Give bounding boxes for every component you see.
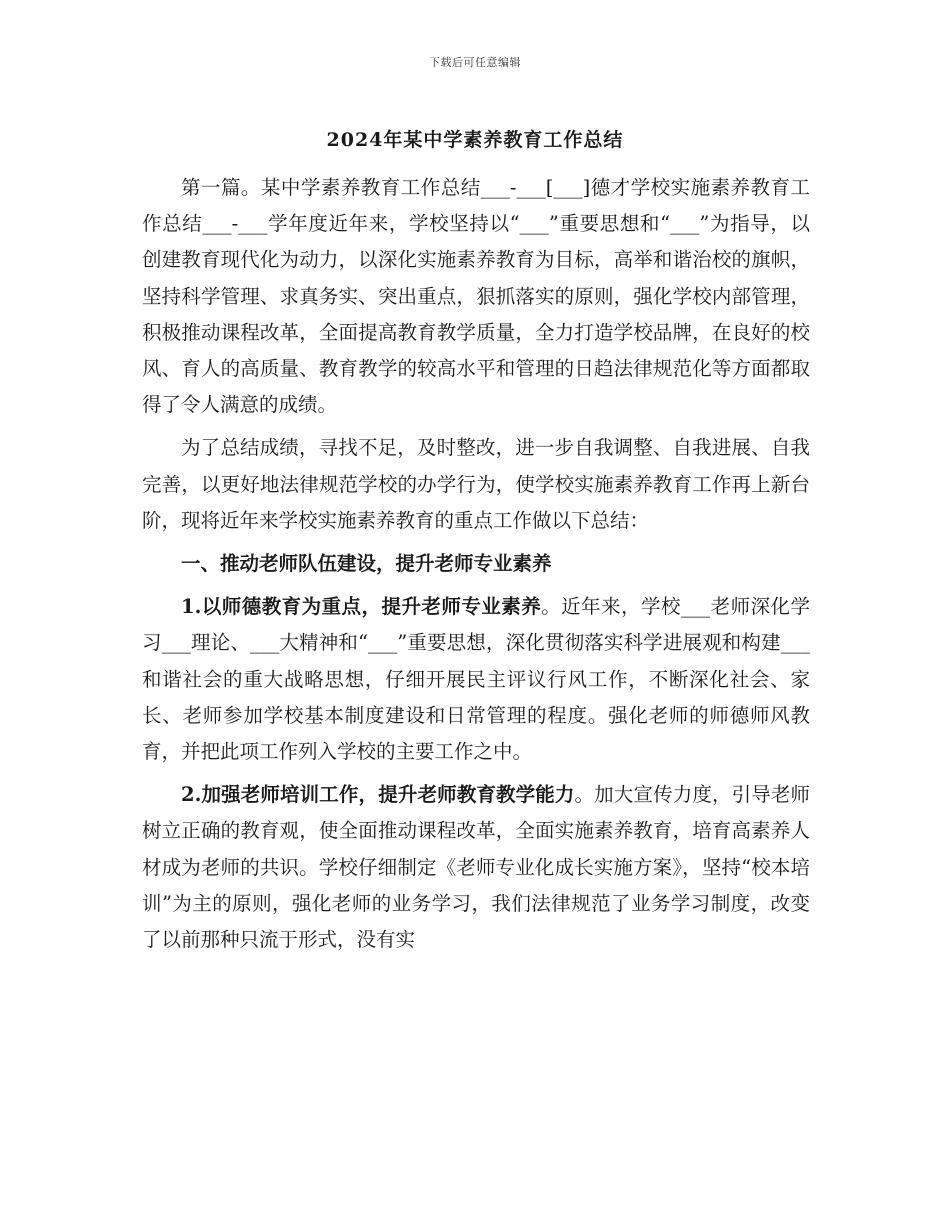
paragraph-intro: 第一篇。某中学素养教育工作总结___-___[___]德才学校实施素养教育工作总结___-___学年度近年来，学校坚持以“___”重要思想和“___”为指导，以创建教育现代化为动力，以深化实施素养教育为目标，高举和谐治校的旗帜，坚持科学管理、求真务实、突出重点，狠抓落实的原则，强化学校内部管理，积极推动课程改革，全面提高教育教学质量，全力打造学校品牌，在良好的校风、育人的高质量、教育教学的较高水平和管理的日趋法律规范化等方面都取得了令人满意的成绩。	[142, 176, 810, 417]
item-2-heading: 2.加强老师培训工作，提升老师教育教学能力	[181, 783, 575, 807]
paragraph-purpose: 为了总结成绩，寻找不足，及时整改，进一步自我调整、自我进展、自我完善，以更好地法律规范学校的办学行为，使学校实施素养教育工作再上新台阶，现将近年来学校实施素养教育的重点工作做以下总结：	[142, 436, 810, 532]
item-1-text: 。近年来，学校___老师深化学习___理论、___大精神和“___”重要思想，深化贯彻落实科学进展观和构建___和谐社会的重大战略思想，仔细开展民主评议行风工作，不断深化社会、家长、老师参加学校基本制度建设和日常管理的程度。强化老师的师德师风教育，并把此项工作列入学校的主要工作之中。	[142, 595, 810, 764]
document-body	[142, 170, 810, 965]
item-2-text: 。加大宣传力度，引导老师树立正确的教育观，使全面推动课程改革，全面实施素养教育，培育高素养人材成为老师的共识。学校仔细制定《老师专业化成长实施方案》，坚持“校本培训”为主的原则，强化老师的业务学习，我们法律规范了业务学习制度，改变了以前那种只流于形式，没有实	[142, 783, 810, 952]
header-note: 下载后可任意编辑	[429, 56, 521, 69]
paragraph-item-1	[142, 589, 810, 770]
section-heading-1: 一、推动老师队伍建设，提升老师专业素养	[181, 552, 552, 576]
item-1-heading: 1.以师德教育为重点，提升老师专业素养	[181, 595, 542, 619]
document-title: 2024年某中学素养教育工作总结	[326, 129, 624, 151]
paragraph-item-2	[142, 777, 810, 958]
